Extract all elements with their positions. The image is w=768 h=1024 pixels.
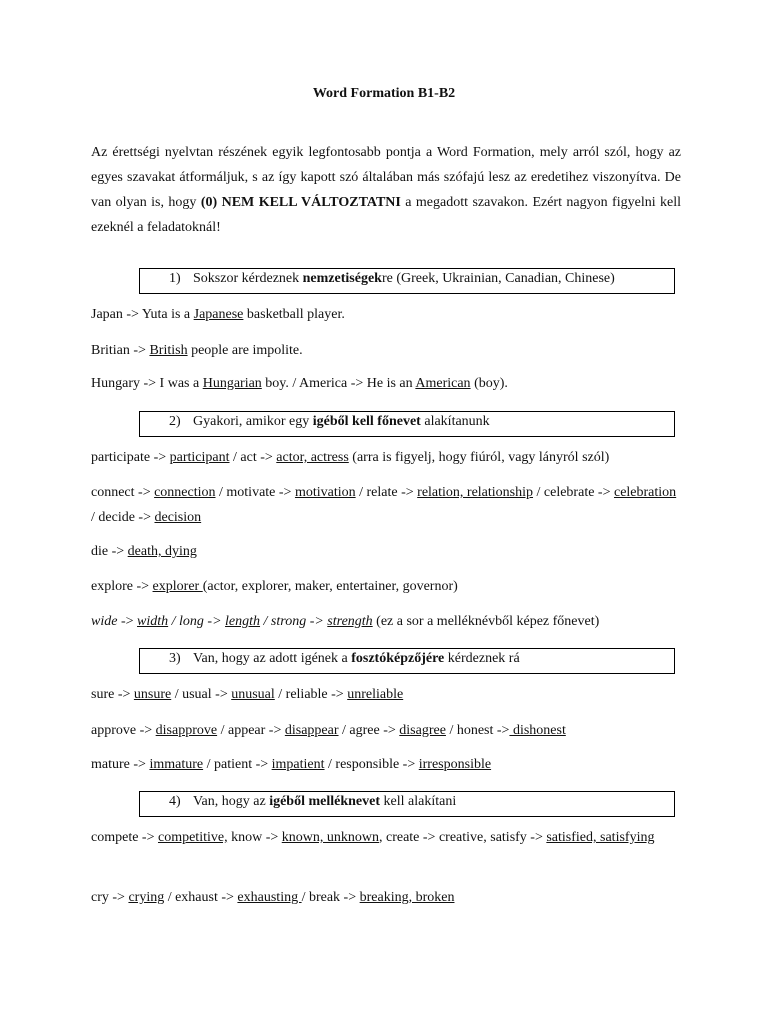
answer: participant <box>169 450 230 465</box>
section-2-pre: Gyakori, amikor egy <box>193 414 313 429</box>
answer: relation, relationship <box>417 485 534 500</box>
section-2-post: alakítanunk <box>420 414 490 429</box>
text: / strong -> <box>260 614 328 629</box>
text: / appear -> <box>217 723 285 738</box>
text: / celebrate -> <box>533 485 614 500</box>
text: / exhaust -> <box>164 890 238 905</box>
text: know -> <box>227 830 282 845</box>
example-line <box>91 684 681 706</box>
text: wide <box>91 614 118 629</box>
text: / long -> <box>168 614 226 629</box>
answer: breaking, broken <box>359 890 455 905</box>
answer: actor, actress <box>276 450 349 465</box>
section-1-post: re (Greek, Ukrainian, Canadian, Chinese) <box>381 271 615 286</box>
answer: disagree <box>399 723 446 738</box>
text: / agree -> <box>338 723 400 738</box>
answer: irresponsible <box>418 757 492 772</box>
section-4-bold: igéből melléknevet <box>269 794 381 809</box>
text: cry -> <box>91 890 129 905</box>
section-2-heading <box>193 415 490 429</box>
text: -> <box>117 614 138 629</box>
section-3-post: kérdeznek rá <box>444 651 520 666</box>
answer: disapprove <box>155 723 218 738</box>
example-line <box>91 825 681 850</box>
answer: connection <box>154 485 216 500</box>
text: / motivate -> <box>215 485 295 500</box>
answer: unreliable <box>347 687 404 702</box>
page-title: Word Formation B1-B2 <box>312 86 456 101</box>
text: / patient -> <box>203 757 272 772</box>
text: / break -> <box>301 890 360 905</box>
text: / relate -> <box>355 485 418 500</box>
intro-paragraph <box>91 140 681 240</box>
text: explore -> <box>91 579 153 594</box>
text: Britian -> <box>91 343 150 358</box>
text: / act -> <box>229 450 277 465</box>
answer: Japanese <box>193 307 244 322</box>
example-line <box>91 304 681 326</box>
text: participate -> <box>91 450 170 465</box>
section-4-heading <box>193 795 456 809</box>
section-1-heading <box>193 272 615 286</box>
section-3-heading <box>193 652 520 666</box>
answer: width <box>137 614 169 629</box>
answer: American <box>415 376 471 391</box>
text: (ez a sor a melléknévből képez főnevet) <box>372 614 600 629</box>
section-4-box <box>139 791 675 817</box>
example-line <box>91 340 681 362</box>
section-2-box <box>139 411 675 437</box>
example-line <box>91 720 681 742</box>
answer: strength <box>327 614 373 629</box>
text: people are impolite. <box>187 343 303 358</box>
answer: known, unknown <box>281 830 379 845</box>
answer: satisfied, satisfying <box>546 830 655 845</box>
answer: unsure <box>133 687 172 702</box>
example-line <box>91 576 681 598</box>
answer: impatient <box>271 757 325 772</box>
text: Hungary -> I was a <box>91 376 203 391</box>
section-3-bold: fosztóképzőjére <box>351 651 445 666</box>
example-line <box>91 373 681 395</box>
example-line <box>91 447 681 469</box>
text: Japan -> Yuta is a <box>91 307 194 322</box>
text: boy. / America -> He is an <box>261 376 416 391</box>
section-4-post: kell alakítani <box>380 794 457 809</box>
example-line <box>91 887 681 909</box>
answer: immature <box>149 757 204 772</box>
text: / honest -> <box>445 723 510 738</box>
text: , create -> creative, satisfy -> <box>378 830 547 845</box>
text: mature -> <box>91 757 150 772</box>
section-1-number: 1) <box>169 271 181 286</box>
text: / decide -> <box>91 510 155 525</box>
answer: motivation <box>294 485 356 500</box>
answer: unusual <box>231 687 275 702</box>
section-3-box <box>139 648 675 674</box>
answer: celebration <box>613 485 677 500</box>
answer: exhausting <box>237 890 302 905</box>
text: approve -> <box>91 723 156 738</box>
answer: disappear <box>284 723 339 738</box>
text: compete -> <box>91 830 158 845</box>
text: sure -> <box>91 687 134 702</box>
intro-text-2: a megadott szavakon. Ezért nagyon figyelni kell ezeknél a feladatoknál! <box>91 195 682 235</box>
example-line <box>91 611 681 633</box>
answer: competitive, <box>157 830 228 845</box>
section-4-pre: Van, hogy az <box>193 794 270 809</box>
text: connect -> <box>91 485 155 500</box>
section-3-pre: Van, hogy az adott igének a <box>193 651 352 666</box>
section-4-number: 4) <box>169 794 181 809</box>
section-2-bold: igéből kell főnevet <box>312 414 421 429</box>
answer: British <box>149 343 188 358</box>
section-2-number: 2) <box>169 414 181 429</box>
answer: length <box>225 614 261 629</box>
answer: crying <box>128 890 165 905</box>
answer: death, dying <box>127 544 197 559</box>
text: / usual -> <box>171 687 232 702</box>
text: basketball player. <box>243 307 345 322</box>
text: (actor, explorer, maker, entertainer, governor) <box>202 579 458 594</box>
answer: Hungarian <box>202 376 262 391</box>
example-line <box>91 541 681 563</box>
example-line <box>91 754 681 776</box>
text: die -> <box>91 544 128 559</box>
answer: explorer <box>152 579 203 594</box>
section-3-number: 3) <box>169 651 181 666</box>
text: / responsible -> <box>324 757 419 772</box>
section-1-pre: Sokszor kérdeznek <box>193 271 303 286</box>
example-line <box>91 480 681 530</box>
section-1-bold: nemzetiségek <box>302 271 382 286</box>
intro-text-1: Az érettségi nyelvtan részének egyik legfontosabb pontja a Word Formation, mely arról szól, hogy az egyes szavakat átformáljuk, s az így kapott szó általában más szófajú lesz az eredetihez viszonyítva. De van olyan is, hogy <box>91 145 681 210</box>
section-1-box <box>139 268 675 294</box>
answer: dishonest <box>509 723 566 738</box>
intro-bold: (0) NEM KELL VÁLTOZTATNI <box>200 195 401 210</box>
text: (boy). <box>470 376 508 391</box>
text: (arra is figyelj, hogy fiúról, vagy lányról szól) <box>348 450 610 465</box>
text: / reliable -> <box>274 687 348 702</box>
answer: decision <box>154 510 202 525</box>
